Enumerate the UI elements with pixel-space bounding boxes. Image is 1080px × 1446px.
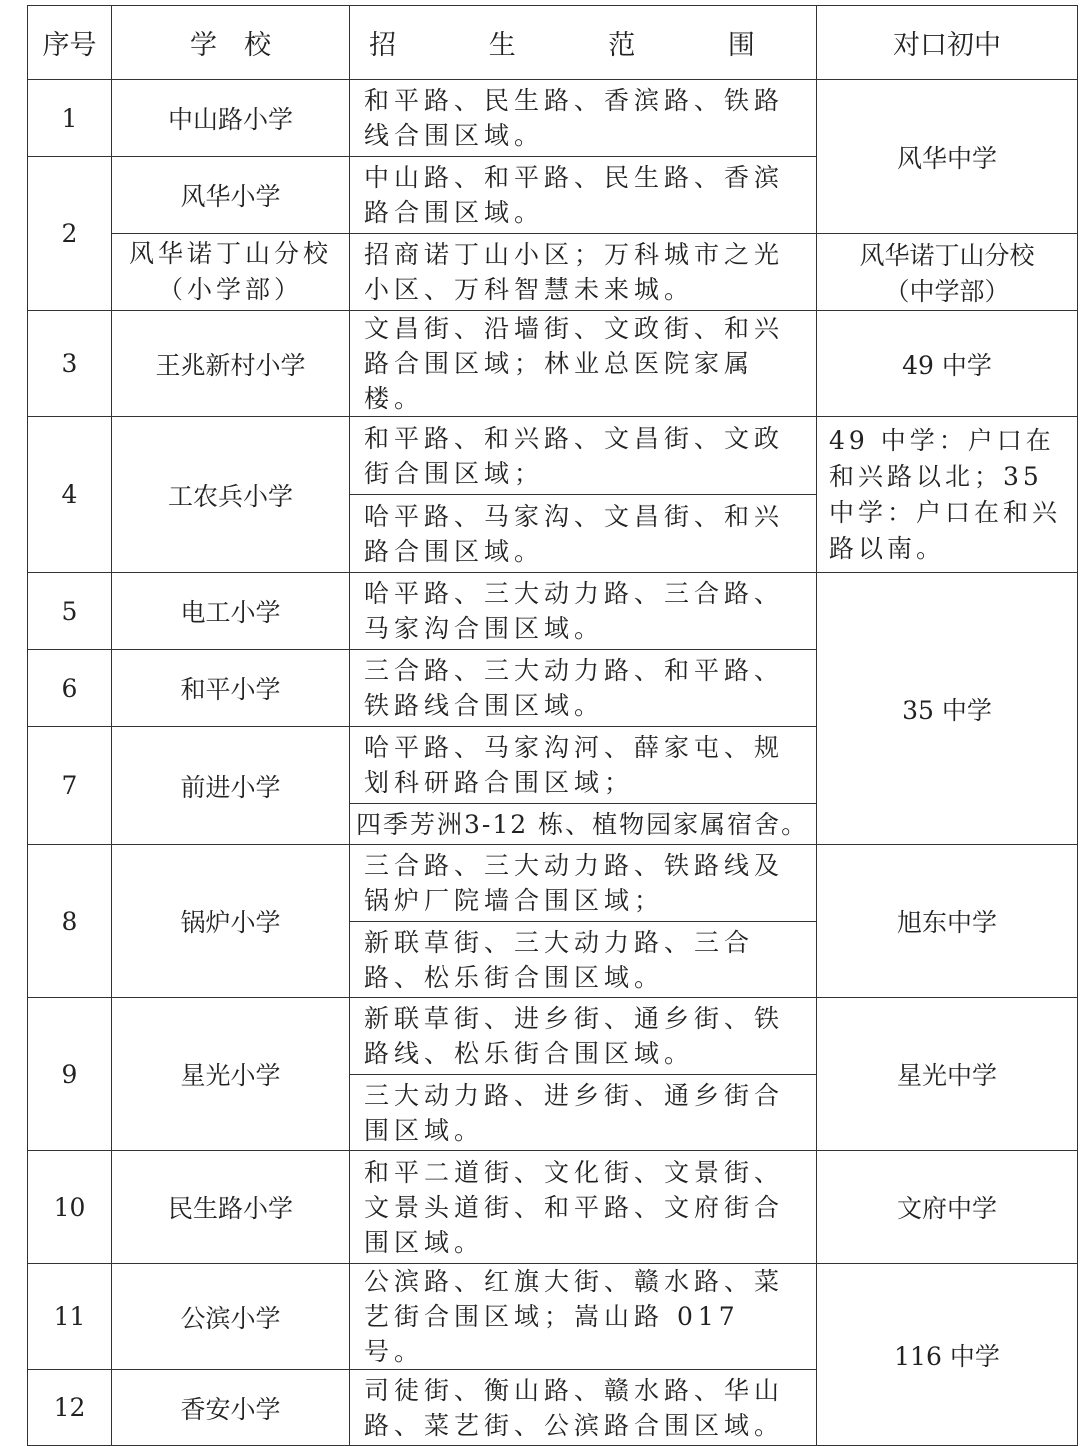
middle-school: 116 中学 (817, 1264, 1078, 1446)
enrollment-range: 中山路、和平路、民生路、香滨路合围区域。 (350, 157, 817, 234)
enrollment-range: 新联草街、进乡街、通乡街、铁路线、松乐街合围区域。 (350, 998, 817, 1075)
enrollment-range: 四季芳洲3-12 栋、植物园家属宿舍。 (350, 804, 817, 845)
table-row (28, 998, 1078, 1075)
row-number: 8 (28, 845, 112, 998)
middle-school: 35 中学 (817, 573, 1078, 845)
header-row (28, 6, 1078, 80)
enrollment-zone-table (27, 5, 1078, 1446)
row-number: 12 (28, 1370, 112, 1446)
middle-school: 49 中学 (817, 311, 1078, 417)
middle-school: 文府中学 (817, 1151, 1078, 1264)
table-row (28, 234, 1078, 311)
enrollment-range: 司徒街、衡山路、赣水路、华山路、菜艺街、公滨路合围区域。 (350, 1370, 817, 1446)
enrollment-range: 和平路、民生路、香滨路、铁路线合围区域。 (350, 80, 817, 157)
table-row (28, 311, 1078, 417)
row-number: 3 (28, 311, 112, 417)
enrollment-range: 三大动力路、进乡街、通乡街合围区域。 (350, 1075, 817, 1151)
row-number: 11 (28, 1264, 112, 1370)
enrollment-range: 三合路、三大动力路、铁路线及锅炉厂院墙合围区域； (350, 845, 817, 922)
school-name: 工农兵小学 (112, 417, 350, 573)
enrollment-range: 哈平路、马家沟、文昌街、和兴路合围区域。 (350, 495, 817, 573)
enrollment-range: 文昌街、沿墙街、文政街、和兴路合围区域；林业总医院家属楼。 (350, 311, 817, 417)
school-name: 电工小学 (112, 573, 350, 650)
table-row (28, 1151, 1078, 1264)
enrollment-range: 和平二道街、文化街、文景街、文景头道街、和平路、文府街合围区域。 (350, 1151, 817, 1264)
school-name: 风华诺丁山分校（小学部） (112, 234, 350, 311)
enrollment-range: 三合路、三大动力路、和平路、铁路线合围区域。 (350, 650, 817, 727)
row-number: 9 (28, 998, 112, 1151)
row-number: 2 (28, 157, 112, 311)
enrollment-range: 和平路、和兴路、文昌街、文政街合围区域； (350, 417, 817, 495)
table-row (28, 80, 1078, 157)
enrollment-range: 公滨路、红旗大街、赣水路、菜艺街合围区域；嵩山路 017 号。 (350, 1264, 817, 1370)
table-row (28, 845, 1078, 922)
school-name: 民生路小学 (112, 1151, 350, 1264)
school-name: 锅炉小学 (112, 845, 350, 998)
school-name: 王兆新村小学 (112, 311, 350, 417)
row-number: 4 (28, 417, 112, 573)
header-school: 学 校 (112, 6, 350, 80)
school-name: 中山路小学 (112, 80, 350, 157)
enrollment-range: 哈平路、三大动力路、三合路、马家沟合围区域。 (350, 573, 817, 650)
middle-school: 星光中学 (817, 998, 1078, 1151)
middle-school: 风华诺丁山分校（中学部） (817, 234, 1078, 311)
row-number: 7 (28, 727, 112, 845)
table-row (28, 1264, 1078, 1370)
header-number: 序号 (28, 6, 112, 80)
header-enrollment-range: 招 生 范 围 (350, 6, 817, 80)
enrollment-range: 招商诺丁山小区；万科城市之光小区、万科智慧未来城。 (350, 234, 817, 311)
enrollment-range: 哈平路、马家沟河、薛家屯、规划科研路合围区域； (350, 727, 817, 804)
school-name: 前进小学 (112, 727, 350, 845)
school-name: 和平小学 (112, 650, 350, 727)
school-name: 风华小学 (112, 157, 350, 234)
row-number: 6 (28, 650, 112, 727)
row-number: 10 (28, 1151, 112, 1264)
middle-school: 旭东中学 (817, 845, 1078, 998)
middle-school: 风华中学 (817, 80, 1078, 234)
school-name: 香安小学 (112, 1370, 350, 1446)
row-number: 1 (28, 80, 112, 157)
header-middle-school: 对口初中 (817, 6, 1078, 80)
table-row (28, 573, 1078, 650)
table-row (28, 417, 1078, 495)
middle-school: 49 中学：户口在和兴路以北；35 中学：户口在和兴路以南。 (817, 417, 1078, 573)
school-name: 公滨小学 (112, 1264, 350, 1370)
school-name: 星光小学 (112, 998, 350, 1151)
enrollment-range: 新联草街、三大动力路、三合路、松乐街合围区域。 (350, 922, 817, 998)
row-number: 5 (28, 573, 112, 650)
